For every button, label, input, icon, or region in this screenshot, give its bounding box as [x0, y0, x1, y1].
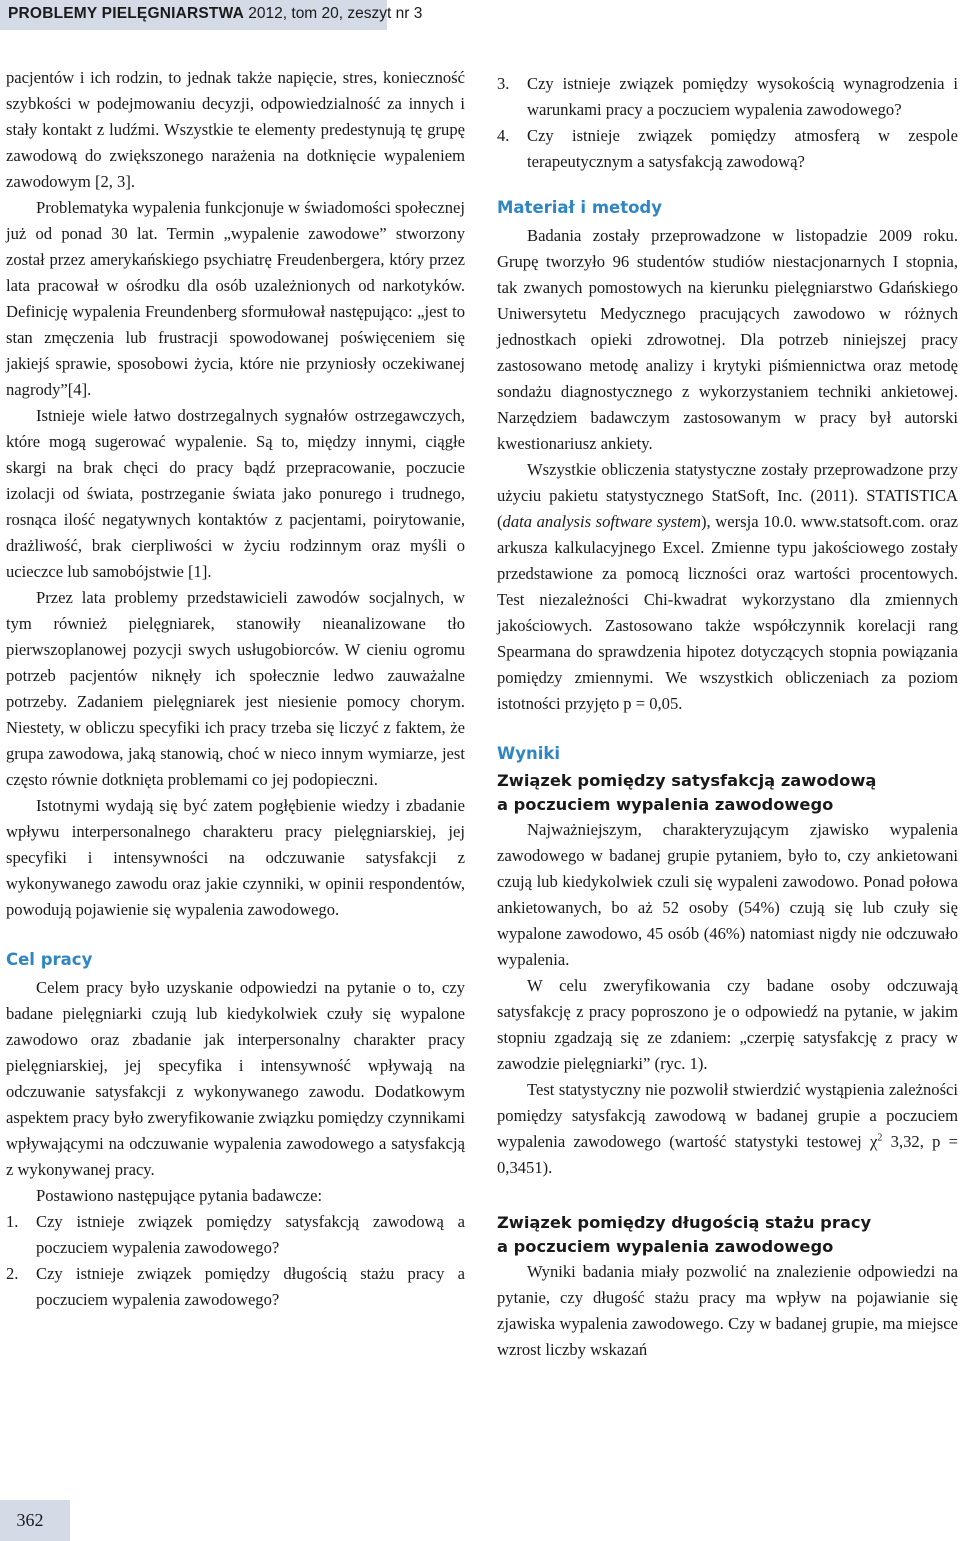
- list-item: [497, 71, 958, 123]
- section-title-wyniki: Wyniki: [497, 744, 560, 763]
- paragraph: Najważniejszym, charakteryzującym zjawisko wypalenia zawodowego w badanej grupie pytaniem, było to, czy ankietowani czują lub kiedykolwiek czuli się wypaleni zawodowo. Ponad połowa ankietowanych, bo aż 52 osoby (54%) czują się lub czuły się wypalone zawodowo, 45 osób (46%) natomiast nigdy nie odczuwało wypalenia.: [497, 820, 958, 969]
- superscript: 2: [877, 1132, 883, 1144]
- section-title-cel-pracy: Cel pracy: [6, 950, 93, 969]
- text-run: Wszystkie obliczenia statystyczne zostały przeprowadzone przy użyciu pakietu statystycznego StatSoft, Inc. (2011). STATISTICA (: [497, 460, 958, 531]
- list-number: 2.: [6, 1264, 19, 1283]
- journal-citation: [8, 4, 422, 24]
- subsection-title-line: a poczuciem wypalenia zawodowego: [497, 1237, 834, 1256]
- list-number: 3.: [497, 74, 510, 93]
- italic-text: data analysis software system: [502, 512, 702, 531]
- paragraph: Przez lata problemy przedstawicieli zawodów socjalnych, w tym również pielęgniarek, stanowiły nieanalizowane tło pierwszoplanowej pozycji swych usługobiorców. W cieniu ogromu potrzeb pacjentów niknęły ich społecznie ledwo zauważalne potrzeby. Zadaniem pielęgniarek jest niesienie pomocy chorym. Niestety, w obliczu specyfiki ich pracy trzeba się liczyć z faktem, że grupa zawodowa, jaką stanowią, choć w nieco innym wymiarze, jest często równie dotknięta problemami co jej podopieczni.: [6, 588, 465, 789]
- text-run: 3,32, p = 0,3451).: [497, 1132, 958, 1177]
- running-header: [0, 0, 423, 30]
- paragraph: Wyniki badania miały pozwolić na znalezienie odpowiedzi na pytanie, czy długość stażu pracy ma wpływ na pojawianie się zjawiska wypalenia zawodowego. Czy w badanej grupie, ma miejsce wzrost liczby wskazań: [497, 1262, 958, 1359]
- list-item: [497, 123, 958, 175]
- paragraph: pacjentów i ich rodzin, to jednak także napięcie, stres, konieczność szybkości w podejmowaniu decyzji, odpowiedzialność za innych i stały kontakt z ludźmi. Wszystkie te elementy predestynują tę grupę zawodową do zwiększonego narażenia na dotknięcie wypaleniem zawodowym [2, 3].: [6, 68, 465, 191]
- paragraph: Problematyka wypalenia funkcjonuje w świadomości społecznej już od ponad 30 lat. Termin „wypalenie zawodowe” stworzony został przez amerykańskiego psychiatrę Freudenbergera, który przez lata pracował w ośrodku dla osób uzależnionych od narkotyków. Definicję wypalenia Freundenberg sformułował następująco: „jest to stan zmęczenia lub frustracji spowodowanej poświęceniem się jakiejś sprawie, sposobowi życia, które nie przyniosły oczekiwanej nagrody”[4].: [6, 198, 466, 399]
- journal-name: PROBLEMY PIELĘGNIARSTWA: [8, 5, 244, 22]
- subsection-title-line: Związek pomiędzy satysfakcją zawodową: [497, 771, 877, 790]
- page-number-box: [0, 1500, 70, 1541]
- paragraph: Istotnymi wydają się być zatem pogłębienie wiedzy i zbadanie wpływu interpersonalnego charakteru pracy pielęgniarskiej, jej specyfiki i intensywności na odczuwanie satysfakcji z wykonywanego zawodu oraz jakie czynniki, w opinii respondentów, powodują pojawienie się wypalenia zawodowego.: [6, 796, 465, 919]
- right-column: [497, 71, 958, 1363]
- left-column: [6, 65, 465, 1313]
- paragraph: W celu zweryfikowania czy badane osoby odczuwają satysfakcję z pracy poproszono je o odpowiedź na pytanie, w jakim stopniu zgadzają się ze zdaniem: „czerpię satysfakcję z pracy w zawodzie pielęgniarki” (ryc. 1).: [497, 976, 958, 1073]
- subsection-title-line: a poczuciem wypalenia zawodowego: [497, 795, 834, 814]
- list-text: Czy istnieje związek pomiędzy długością stażu pracy a poczuciem wypalenia zawodowego?: [36, 1264, 465, 1309]
- list-text: Czy istnieje związek pomiędzy wysokością wynagrodzenia i warunkami pracy a poczuciem wypalenia zawodowego?: [527, 74, 958, 119]
- subsection-title-line: Związek pomiędzy długością stażu pracy: [497, 1213, 872, 1232]
- text-run: ), wersja 10.0. www.statsoft.com. oraz arkusza kalkulacyjnego Excel. Zmienne typu jakościowego zostały przedstawione za pomocą liczności oraz wartości procentowych. Test niezależności Chi-kwadrat wykorzystano dla zmiennych jakościowych. Zastosowano także współczynnik korelacji rang Spearmana do sprawdzenia hipotez dotyczących stopnia powiązania pomiędzy zmiennymi. We wszystkich obliczeniach za poziom istotności przyjęto p = 0,05.: [497, 512, 958, 713]
- journal-issue: 2012, tom 20, zeszyt nr 3: [243, 5, 423, 22]
- page-number: 362: [16, 1510, 44, 1530]
- paragraph: [497, 457, 958, 717]
- paragraph: Celem pracy było uzyskanie odpowiedzi na pytanie o to, czy badane pielęgniarki czują lub kiedykolwiek czuły się wypalone zawodowo oraz zbadanie jak interpersonalny charakter pracy pielęgniarskiej, jej specyfika i intensywność wpływają na odczuwanie satysfakcji z wykonywanego zawodu. Dodatkowym aspektem pracy było zweryfikowanie związku pomiędzy czynnikami wpływającymi na odczuwanie wypalenia zawodowego a satysfakcją z wykonywanej pracy.: [6, 978, 465, 1179]
- section-title-material-i-metody: Materiał i metody: [497, 198, 662, 217]
- list-text: Czy istnieje związek pomiędzy satysfakcją zawodową a poczuciem wypalenia zawodowego?: [36, 1212, 465, 1257]
- list-number: 1.: [6, 1212, 19, 1231]
- text-run: Test statystyczny nie pozwolił stwierdzić wystąpienia zależności pomiędzy satysfakcją zawodową w badanej grupie a poczuciem wypalenia zawodowego (wartość statystyki testowej χ: [497, 1080, 958, 1151]
- list-number: 4.: [497, 126, 510, 145]
- paragraph: Badania zostały przeprowadzone w listopadzie 2009 roku. Grupę tworzyło 96 studentów studiów niestacjonarnych I stopnia, tak zwanych pomostowych na kierunku pielęgniarstwo Gdańskiego Uniwersytetu Medycznego pracujących zawodowo w różnych jednostkach opieki zdrowotnej. Dla potrzeb niniejszej pracy zastosowano metodę analizy i krytyki piśmiennictwa oraz metodę sondażu diagnostycznego z wykorzystaniem techniki ankietowej. Narzędziem badawczym zastosowanym w pracy był autorski kwestionariusz ankiety.: [497, 226, 958, 453]
- paragraph: [497, 1077, 958, 1181]
- list-item: [6, 1261, 465, 1313]
- list-text: Czy istnieje związek pomiędzy atmosferą w zespole terapeutycznym a satysfakcją zawodową?: [527, 126, 958, 171]
- subsection-title: [497, 769, 958, 817]
- paragraph: Postawiono następujące pytania badawcze:: [36, 1186, 323, 1205]
- paragraph: Istnieje wiele łatwo dostrzegalnych sygnałów ostrzegawczych, które mogą sugerować wypalenie. Są to, między innymi, ciągłe skargi na brak chęci do pracy bądź przepracowanie, poczucie izolacji od świata, postrzeganie świata jako ponurego i trudnego, rosnąca ilość negatywnych kontaktów z pacjentami, poirytowanie, drażliwość, brak cierpliwości w życiu rodzinnym oraz myśli o ucieczce lub samobójstwie [1].: [6, 406, 465, 581]
- subsection-title: [497, 1211, 958, 1259]
- list-item: [6, 1209, 465, 1261]
